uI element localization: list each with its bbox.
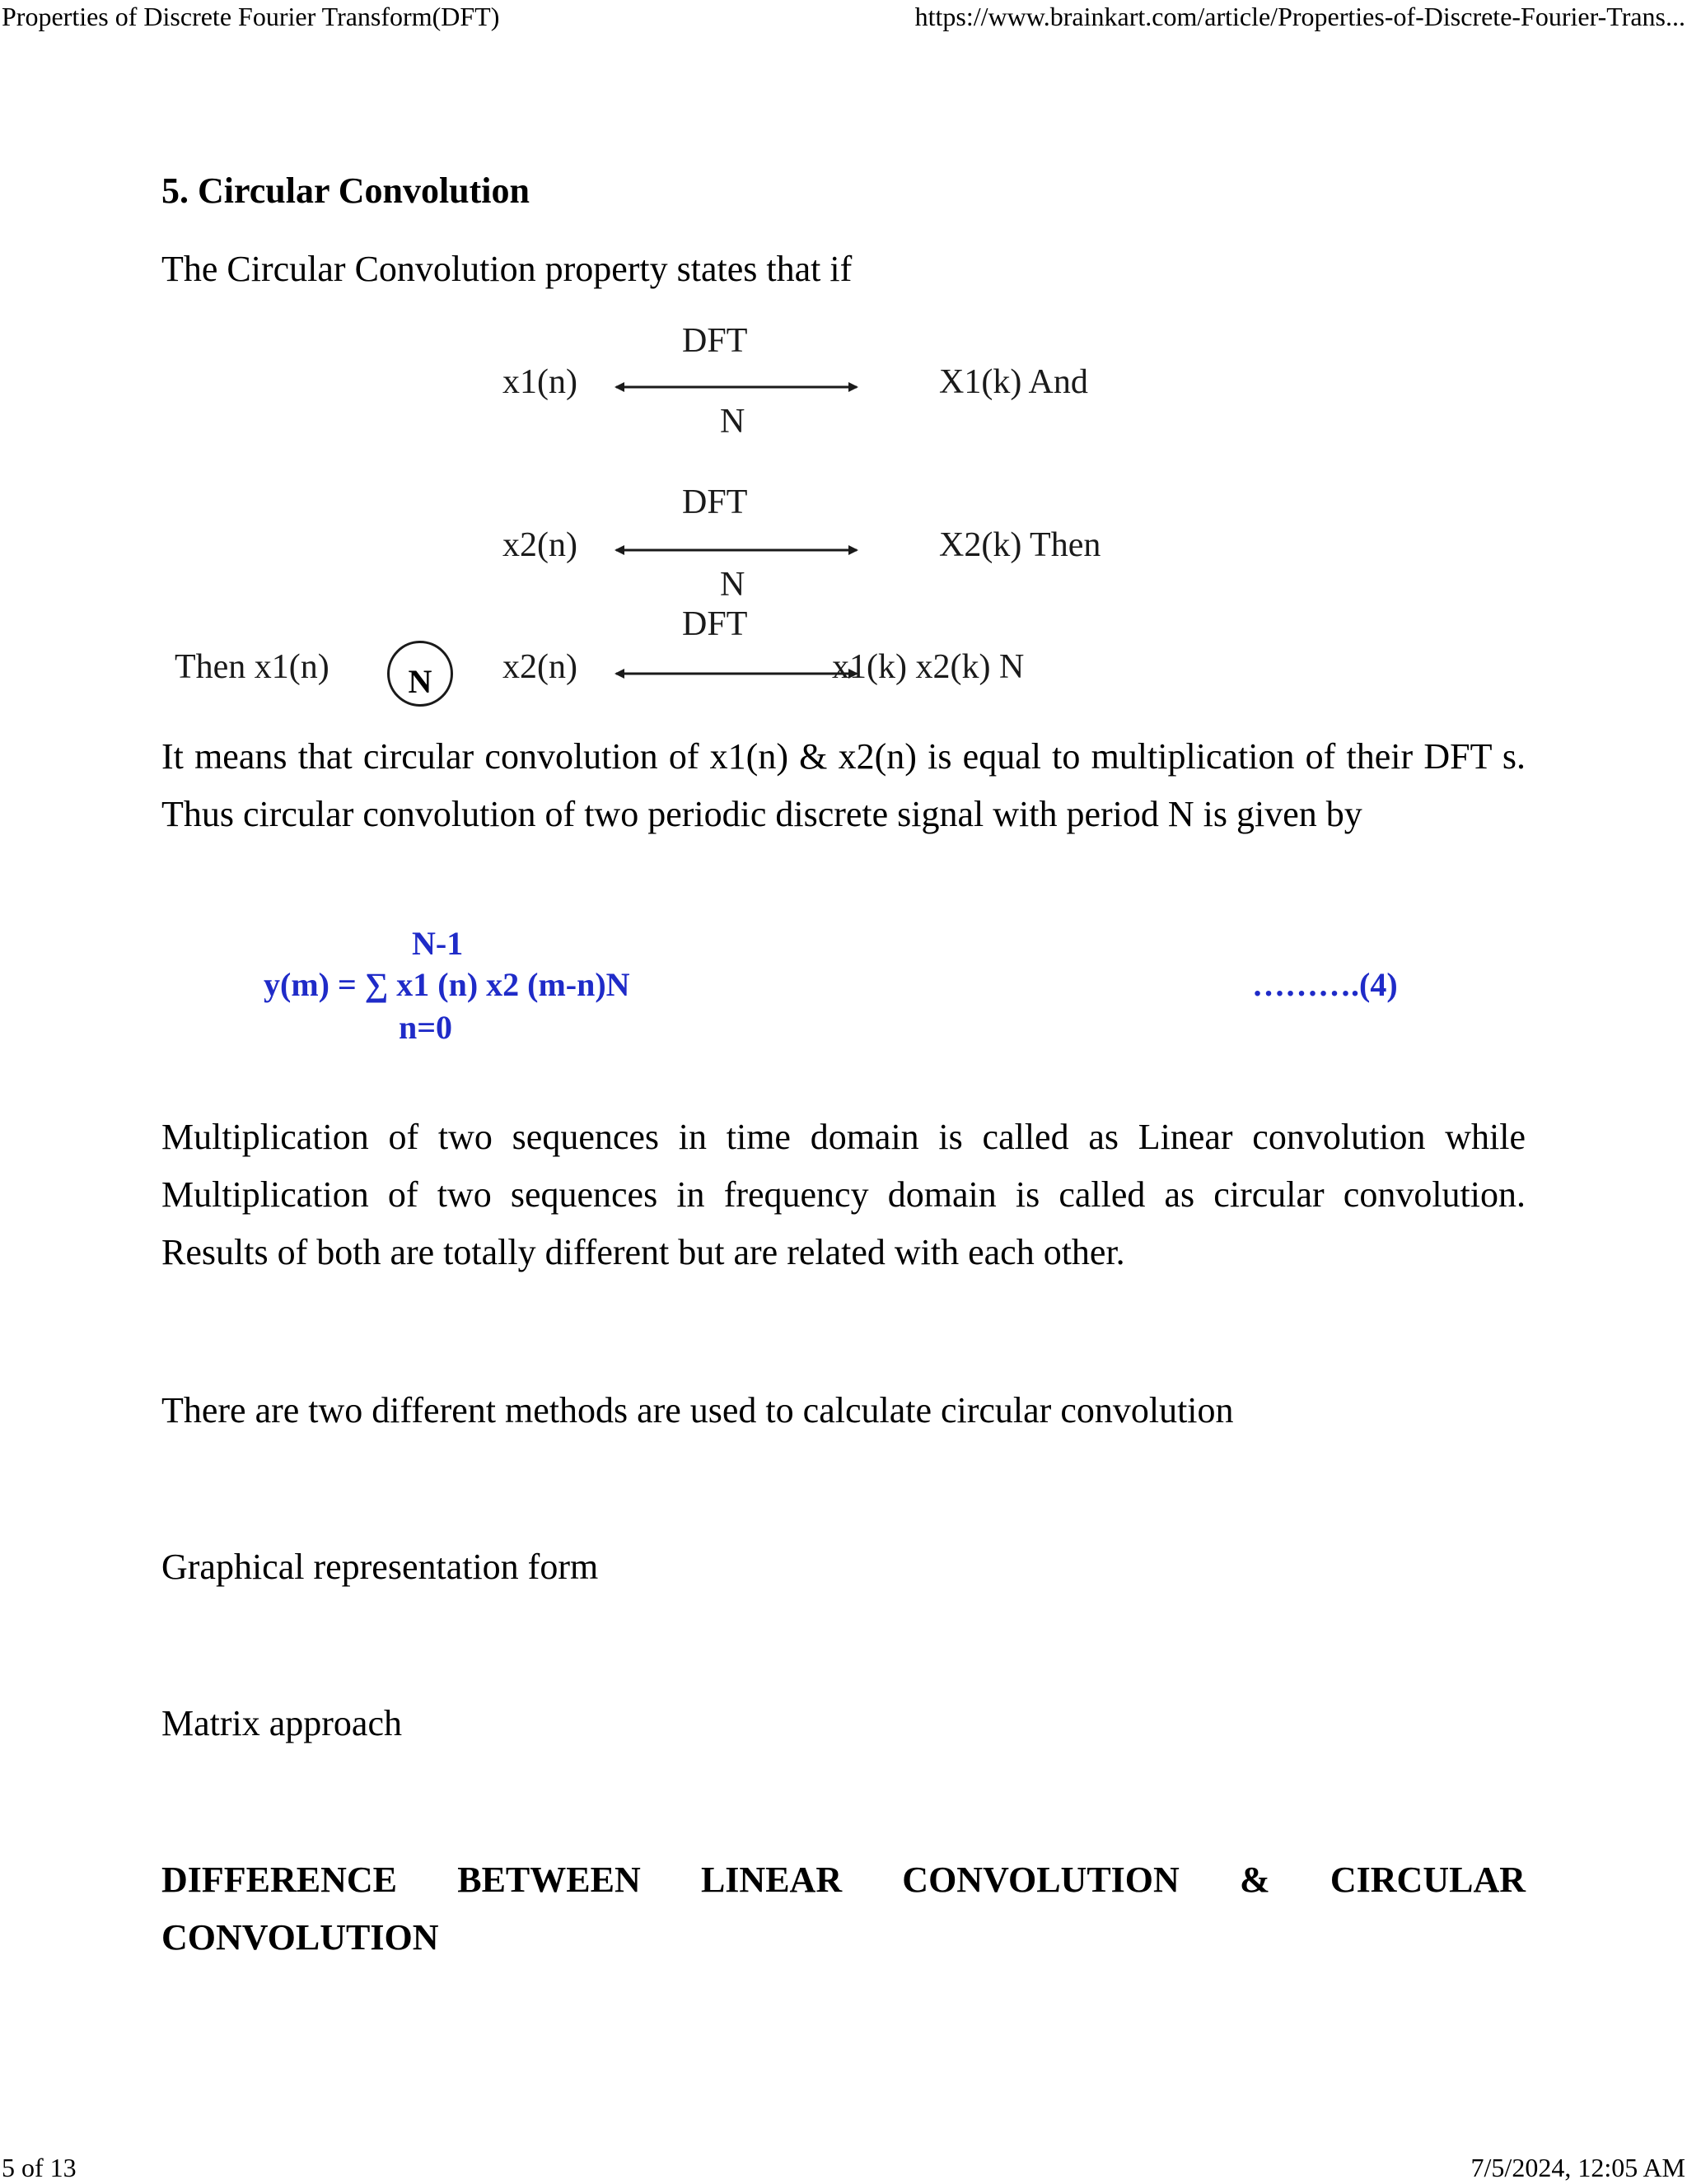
row1-right: X1(k) And	[939, 363, 1088, 401]
page-number-footer: 5 of 13	[2, 2153, 77, 2182]
equation-main: y(m) = ∑ x1 (n) x2 (m-n)N	[264, 966, 630, 1003]
row1-left: x1(n)	[502, 363, 577, 401]
method-graphical: Graphical representation form	[161, 1547, 599, 1587]
intro-text: The Circular Convolution property states that if	[161, 249, 853, 289]
equation-upper-limit: N-1	[412, 925, 464, 962]
row3-dft-label: DFT	[682, 605, 748, 643]
row3-right: x1(k) x2(k) N	[832, 648, 1025, 686]
equation-lower-limit: n=0	[399, 1009, 453, 1046]
row2-n-label: N	[720, 566, 745, 604]
method-matrix: Matrix approach	[161, 1703, 402, 1743]
paragraph-meaning: It means that circular convolution of x1(n) & x2(n) is equal to multiplication of their DFT s. Thus circular convolution of two periodic discrete signal with period N is given by	[161, 736, 1526, 834]
row1-dft-label: DFT	[682, 322, 748, 360]
paragraph-methods: There are two different methods are used to calculate circular convolution	[161, 1390, 1234, 1430]
equation-number: ……….(4)	[1252, 966, 1398, 1003]
circled-n-operator: N	[387, 641, 453, 707]
row2-right: X2(k) Then	[939, 526, 1101, 564]
row2-dft-label: DFT	[682, 483, 748, 521]
row3-then: Then x1(n)	[175, 648, 329, 686]
paragraph-linear-vs-circular: Multiplication of two sequences in time domain is called as Linear convolution while Multiplication of two sequences in frequency domain is called as circular convolution. Results of both are totally different but are related with each other.	[161, 1117, 1526, 1272]
row3-left: x2(n)	[502, 648, 577, 686]
page-title-header: Properties of Discrete Fourier Transform(DFT)	[2, 2, 500, 31]
row2-left: x2(n)	[502, 526, 577, 564]
row1-n-label: N	[720, 403, 745, 441]
section-heading: 5. Circular Convolution	[161, 170, 530, 211]
datetime-footer: 7/5/2024, 12:05 AM	[1470, 2153, 1685, 2182]
page-url-header: https://www.brainkart.com/article/Properties-of-Discrete-Fourier-Trans...	[914, 2, 1685, 31]
difference-heading: DIFFERENCE BETWEEN LINEAR CONVOLUTION & CIRCULAR CONVOLUTION	[161, 1860, 1526, 1958]
